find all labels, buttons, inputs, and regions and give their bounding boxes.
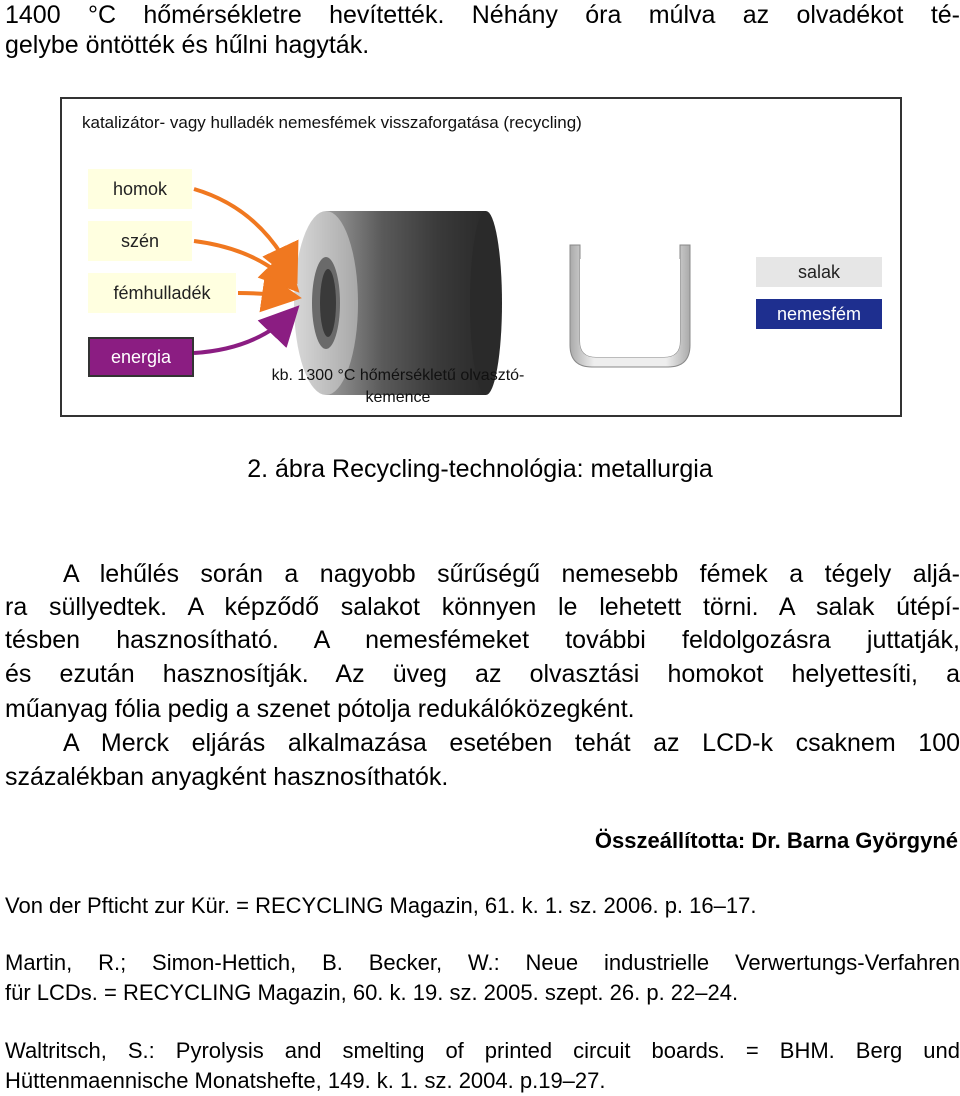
furnace-caption <box>238 365 558 409</box>
reference-3-line-1: Waltritsch, S.: Pyrolysis and smelting of printed circuit boards. = BHM. Berg und <box>5 1038 960 1063</box>
input-label-energy: energia <box>88 337 194 377</box>
figure-title: katalizátor- vagy hulladék nemesfémek visszaforgatása (recycling) <box>82 113 582 132</box>
figure-caption: 2. ábra Recycling-technológia: metallurgia <box>247 455 713 483</box>
input-label-coal: szén <box>88 221 192 261</box>
input-arrows <box>194 189 294 353</box>
paragraph-line-7: százalékban anyagként hasznosíthatók. <box>5 763 449 791</box>
paragraph-line-4: és ezután hasznosítják. Az üveg az olvasztási homokot helyettesíti, a <box>5 660 960 688</box>
intro-line-1: 1400 °C hőmérsékletre hevítették. Néhány óra múlva az olvadékot té- <box>5 1 960 29</box>
paragraph-line-5: műanyag fólia pedig a szenet pótolja redukálóközegként. <box>5 695 635 723</box>
paragraph-line-3: tésben hasznosítható. A nemesfémeket további feldolgozásra juttatják, <box>5 626 960 654</box>
paragraph-line-1: A lehűlés során a nagyobb sűrűségű nemesebb fémek a tégely aljá- <box>63 560 960 588</box>
intro-line-2: gelybe öntötték és hűlni hagyták. <box>5 31 370 59</box>
recycling-figure <box>60 97 902 417</box>
reference-2-line-2: für LCDs. = RECYCLING Magazin, 60. k. 19. sz. 2005. szept. 26. p. 22–24. <box>5 980 739 1005</box>
output-label-precious-metal: nemesfém <box>756 299 882 329</box>
input-label-scrap-metal: fémhulladék <box>88 273 236 313</box>
furnace-caption-line-1: kb. 1300 °C hőmérsékletű olvasztó- <box>271 367 525 384</box>
crucible-icon <box>570 245 690 367</box>
output-label-slag: salak <box>756 257 882 287</box>
furnace-caption-line-2: kemence <box>365 389 431 406</box>
input-label-sand: homok <box>88 169 192 209</box>
reference-1: Von der Pfticht zur Kür. = RECYCLING Magazin, 61. k. 1. sz. 2006. p. 16–17. <box>5 893 757 918</box>
paragraph-line-6: A Merck eljárás alkalmazása esetében tehát az LCD-k csaknem 100 <box>63 729 960 757</box>
author-signature: Összeállította: Dr. Barna Györgyné <box>594 828 958 853</box>
paragraph-line-2: ra süllyedtek. A képződő salakot könnyen le lehetett törni. A salak útépí- <box>5 593 960 621</box>
reference-3-line-2: Hüttenmaennische Monatshefte, 149. k. 1. sz. 2004. p.19–27. <box>5 1068 606 1093</box>
reference-2-line-1: Martin, R.; Simon-Hettich, B. Becker, W.: Neue industrielle Verwertungs-Verfahren <box>5 950 960 975</box>
